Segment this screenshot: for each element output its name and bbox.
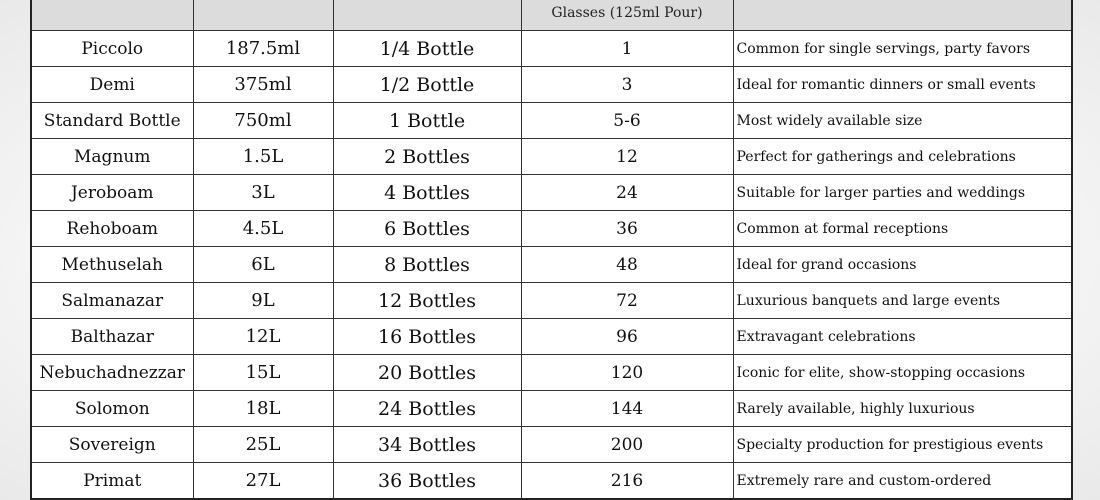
cell-volume: 27L [193, 463, 333, 500]
cell-equivalent: 16 Bottles [333, 319, 521, 355]
cell-volume: 187.5ml [193, 31, 333, 67]
cell-description: Common for single servings, party favors [733, 31, 1072, 67]
cell-name: Primat [31, 463, 193, 500]
table-row [31, 175, 1072, 211]
cell-name: Balthazar [31, 319, 193, 355]
cell-name: Sovereign [31, 427, 193, 463]
cell-volume: 25L [193, 427, 333, 463]
cell-volume: 750ml [193, 103, 333, 139]
cell-glasses: 1 [521, 31, 733, 67]
table-row [31, 427, 1072, 463]
cell-description: Specialty production for prestigious events [733, 427, 1072, 463]
cell-volume: 3L [193, 175, 333, 211]
cell-description: Most widely available size [733, 103, 1072, 139]
cell-equivalent: 34 Bottles [333, 427, 521, 463]
cell-equivalent: 20 Bottles [333, 355, 521, 391]
cell-equivalent: 6 Bottles [333, 211, 521, 247]
cell-name: Salmanazar [31, 283, 193, 319]
cell-glasses: 36 [521, 211, 733, 247]
table-header-row [31, 0, 1072, 31]
header-glasses: Glasses (125ml Pour) [521, 0, 733, 31]
cell-glasses: 12 [521, 139, 733, 175]
cell-volume: 1.5L [193, 139, 333, 175]
cell-description: Common at formal receptions [733, 211, 1072, 247]
header-name [31, 0, 193, 31]
cell-name: Rehoboam [31, 211, 193, 247]
table-row [31, 319, 1072, 355]
table-row [31, 139, 1072, 175]
cell-name: Methuselah [31, 247, 193, 283]
table-row [31, 247, 1072, 283]
cell-equivalent: 12 Bottles [333, 283, 521, 319]
cell-glasses: 120 [521, 355, 733, 391]
table-row [31, 211, 1072, 247]
cell-volume: 12L [193, 319, 333, 355]
cell-name: Solomon [31, 391, 193, 427]
cell-description: Suitable for larger parties and weddings [733, 175, 1072, 211]
cell-equivalent: 24 Bottles [333, 391, 521, 427]
cell-volume: 18L [193, 391, 333, 427]
cell-equivalent: 8 Bottles [333, 247, 521, 283]
cell-description: Ideal for romantic dinners or small events [733, 67, 1072, 103]
table-row [31, 391, 1072, 427]
cell-volume: 9L [193, 283, 333, 319]
header-volume [193, 0, 333, 31]
table-row [31, 355, 1072, 391]
cell-description: Iconic for elite, show-stopping occasions [733, 355, 1072, 391]
cell-name: Nebuchadnezzar [31, 355, 193, 391]
cell-equivalent: 1/4 Bottle [333, 31, 521, 67]
cell-equivalent: 2 Bottles [333, 139, 521, 175]
cell-name: Demi [31, 67, 193, 103]
cell-description: Extremely rare and custom-ordered [733, 463, 1072, 500]
header-description [733, 0, 1072, 31]
cell-glasses: 5-6 [521, 103, 733, 139]
cell-name: Magnum [31, 139, 193, 175]
cell-name: Jeroboam [31, 175, 193, 211]
cell-equivalent: 1/2 Bottle [333, 67, 521, 103]
cell-glasses: 144 [521, 391, 733, 427]
cell-equivalent: 1 Bottle [333, 103, 521, 139]
cell-glasses: 216 [521, 463, 733, 500]
cell-glasses: 72 [521, 283, 733, 319]
cell-volume: 15L [193, 355, 333, 391]
cell-glasses: 3 [521, 67, 733, 103]
cell-description: Extravagant celebrations [733, 319, 1072, 355]
cell-equivalent: 36 Bottles [333, 463, 521, 500]
cell-volume: 375ml [193, 67, 333, 103]
bottle-size-table-container [30, 0, 1071, 500]
cell-description: Rarely available, highly luxurious [733, 391, 1072, 427]
cell-volume: 6L [193, 247, 333, 283]
cell-name: Standard Bottle [31, 103, 193, 139]
table-row [31, 103, 1072, 139]
cell-description: Ideal for grand occasions [733, 247, 1072, 283]
header-equivalent [333, 0, 521, 31]
cell-name: Piccolo [31, 31, 193, 67]
bottle-size-table [30, 0, 1073, 500]
cell-glasses: 48 [521, 247, 733, 283]
cell-description: Luxurious banquets and large events [733, 283, 1072, 319]
cell-volume: 4.5L [193, 211, 333, 247]
cell-glasses: 24 [521, 175, 733, 211]
table-row [31, 31, 1072, 67]
table-body [31, 31, 1072, 500]
table-row [31, 67, 1072, 103]
cell-glasses: 96 [521, 319, 733, 355]
cell-description: Perfect for gatherings and celebrations [733, 139, 1072, 175]
cell-glasses: 200 [521, 427, 733, 463]
table-row [31, 463, 1072, 500]
cell-equivalent: 4 Bottles [333, 175, 521, 211]
table-row [31, 283, 1072, 319]
